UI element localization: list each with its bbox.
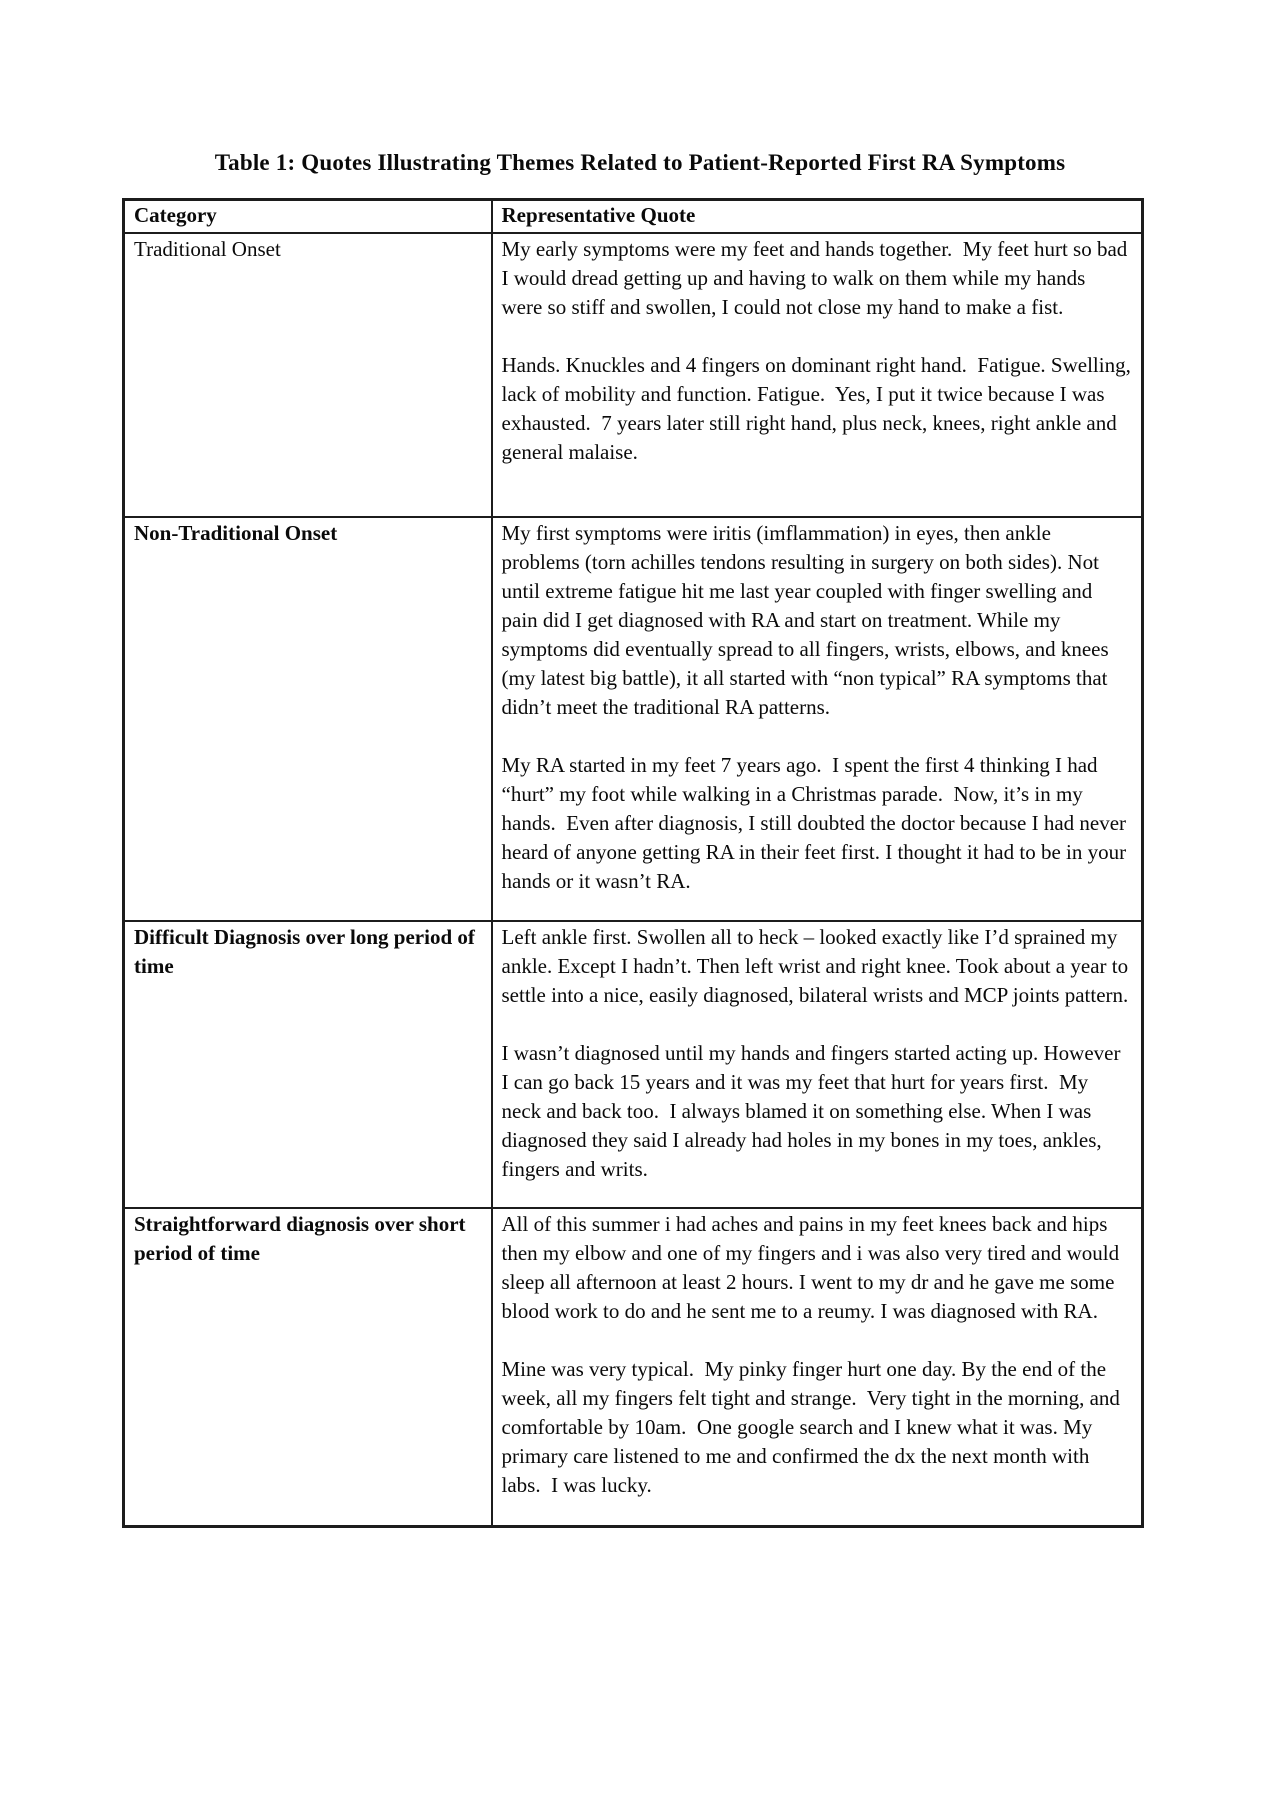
quote-cell [492,517,1143,921]
category-cell: Difficult Diagnosis over long period of time [124,921,492,1208]
category-cell: Traditional Onset [124,233,492,517]
quote-paragraph: Hands. Knuckles and 4 fingers on dominant right hand. Fatigue. Swelling, lack of mobility and function. Fatigue. Yes, I put it twice because I was exhausted. 7 years later still right hand, plus neck, knees, right ankle and general malaise. [501,353,1137,464]
quote-paragraph: My first symptoms were iritis (imflammation) in eyes, then ankle problems (torn achilles tendons resulting in surgery on both sides). Not until extreme fatigue hit me last year coupled with finger swelling and pain did I get diagnosed with RA and start on treatment. While my symptoms did eventually spread to all fingers, wrists, elbows, and knees (my latest big battle), it all started with “non typical” RA symptoms that didn’t meet the traditional RA patterns. [501,521,1114,719]
quote-cell [492,233,1143,517]
quote-paragraph: My RA started in my feet 7 years ago. I spent the first 4 thinking I had “hurt” my foot while walking in a Christmas parade. Now, it’s in my hands. Even after diagnosis, I still doubted the doctor because I had never heard of anyone getting RA in their feet first. I thought it had to be in your hands or it wasn’t RA. [501,753,1132,893]
table-header [124,200,1143,234]
quote-cell [492,1208,1143,1526]
header-category: Category [124,200,492,234]
quote-paragraph: I wasn’t diagnosed until my hands and fingers started acting up. However I can go back 15 years and it was my feet that hurt for years first. My neck and back too. I always blamed it on something else. When I was diagnosed they said I already had holes in my bones in my toes, ankles, fingers and writs. [501,1041,1126,1181]
category-cell: Non-Traditional Onset [124,517,492,921]
quote-paragraph: All of this summer i had aches and pains in my feet knees back and hips then my elbow and one of my fingers and i was also very tired and would sleep all afternoon at least 2 hours. I went to my dr and he gave me some blood work to do and he sent me to a reumy. I was diagnosed with RA. [501,1212,1125,1323]
table-row [124,1208,1143,1526]
table-row [124,233,1143,517]
header-row [124,200,1143,234]
quote-paragraph: My early symptoms were my feet and hands together. My feet hurt so bad I would dread getting up and having to walk on them while my hands were so stiff and swollen, I could not close my hand to make a fist. [501,237,1133,319]
quote-paragraph: Mine was very typical. My pinky finger hurt one day. By the end of the week, all my fingers felt tight and strange. Very tight in the morning, and comfortable by 10am. One google search and I knew what it was. My primary care listened to me and confirmed the dx the next month with labs. I was lucky. [501,1357,1126,1497]
header-representative-quote: Representative Quote [492,200,1143,234]
table-row [124,921,1143,1208]
table-row [124,517,1143,921]
quote-cell [492,921,1143,1208]
quotes-table [122,198,1144,1528]
quote-paragraph: Left ankle first. Swollen all to heck – looked exactly like I’d sprained my ankle. Except I hadn’t. Then left wrist and right knee. Took about a year to settle into a nice, easily diagnosed, bilateral wrists and MCP joints pattern. [501,925,1134,1007]
category-cell: Straightforward diagnosis over short period of time [124,1208,492,1526]
table-title: Table 1: Quotes Illustrating Themes Related to Patient-Reported First RA Symptoms [214,150,1066,175]
